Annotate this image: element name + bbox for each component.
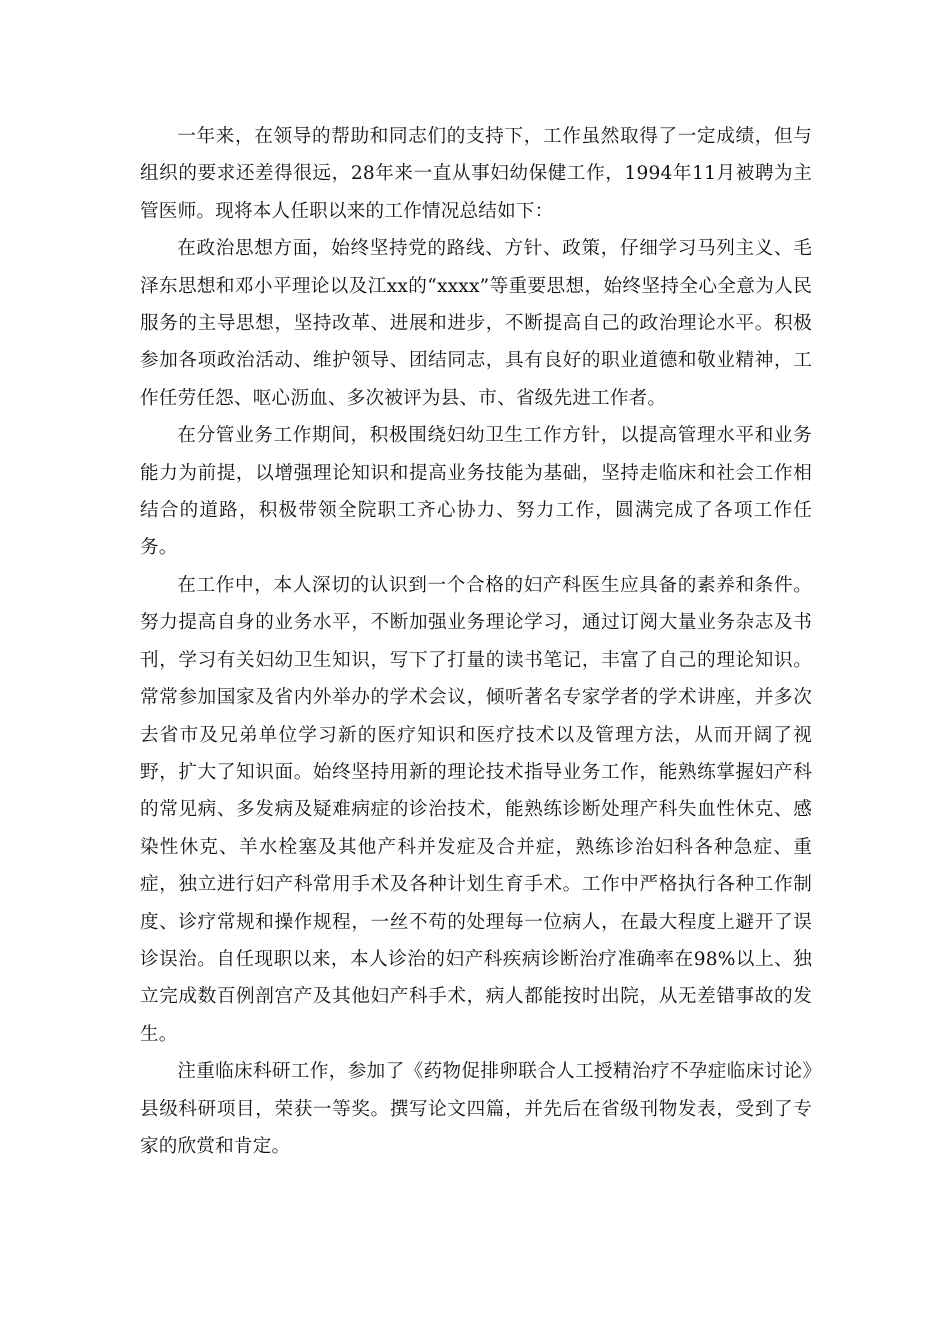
paragraph-clinical-work: 在工作中，本人深切的认识到一个合格的妇产科医生应具备的素养和条件。努力提高自身的业务水平，不断加强业务理论学习，通过订阅大量业务杂志及书刊，学习有关妇幼卫生知识，写下了打量的读书笔记，丰富了自己的理论知识。常常参加国家及省内外举办的学术会议，倾听著名专家学者的学术讲座，并多次去省市及兄弟单位学习新的医疗知识和医疗技术以及管理方法，从而开阔了视野，扩大了知识面。始终坚持用新的理论技术指导业务工作，能熟练掌握妇产科的常见病、多发病及疑难病症的诊治技术，能熟练诊断处理产科失血性休克、感染性休克、羊水栓塞及其他产科并发症及合并症，熟练诊治妇科各种急症、重症，独立进行妇产科常用手术及各种计划生育手术。工作中严格执行各种工作制度、诊疗常规和操作规程，一丝不苟的处理每一位病人，在最大程度上避开了误诊误治。自任现职以来，本人诊治的妇产科疾病诊断治疗准确率在98%以上、独立完成数百例剖宫产及其他妇产科手术，病人都能按时出院，从无差错事故的发生。: [140, 574, 812, 1045]
paragraph-research: 注重临床科研工作，参加了《药物促排卵联合人工授精治疗不孕症临床讨论》县级科研项目，荣获一等奖。撰写论文四篇，并先后在省级刊物发表，受到了专家的欣赏和肯定。: [140, 1061, 812, 1157]
document-page: [140, 118, 812, 1165]
paragraph-management: 在分管业务工作期间，积极围绕妇幼卫生工作方针，以提高管理水平和业务能力为前提，以增强理论知识和提高业务技能为基础，坚持走临床和社会工作相结合的道路，积极带领全院职工齐心协力、努力工作，圆满完成了各项工作任务。: [140, 425, 812, 559]
paragraph-political: 在政治思想方面，始终坚持党的路线、方针、政策，仔细学习马列主义、毛泽东思想和邓小平理论以及江xx的“xxxx”等重要思想，始终坚持全心全意为人民服务的主导思想，坚持改革、进展和进步，不断提高自己的政治理论水平。积极参加各项政治活动、维护领导、团结同志，具有良好的职业道德和敬业精神，工作任劳任怨、呕心沥血、多次被评为县、市、省级先进工作者。: [140, 238, 812, 409]
paragraph-intro: 一年来，在领导的帮助和同志们的支持下，工作虽然取得了一定成绩，但与组织的要求还差得很远，28年来一直从事妇幼保健工作，1994年11月被聘为主管医师。现将本人任职以来的工作情况总结如下：: [140, 126, 812, 222]
